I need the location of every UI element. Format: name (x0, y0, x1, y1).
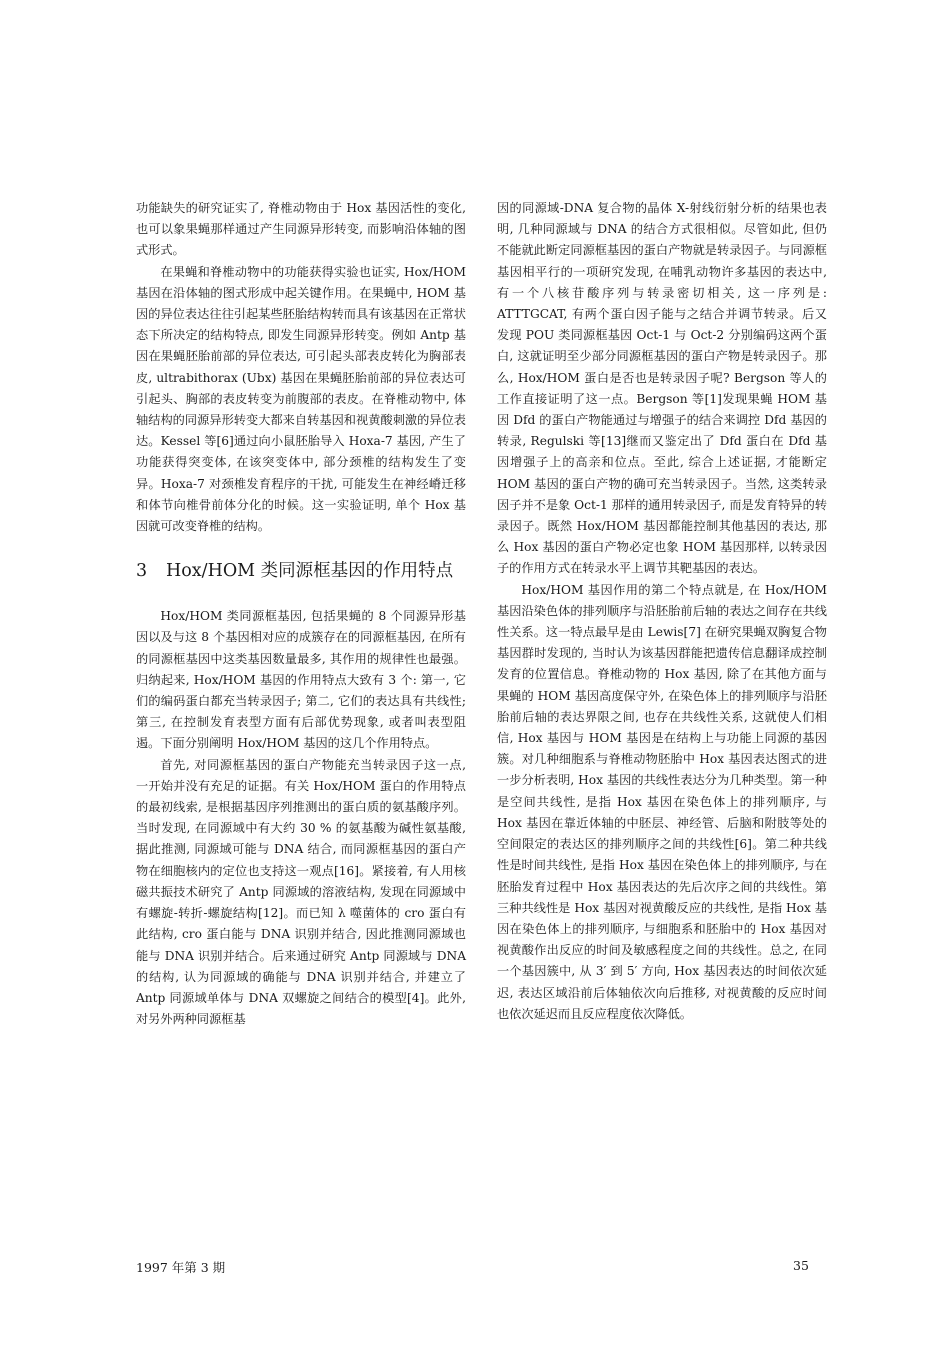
section-number: 3 (136, 561, 148, 582)
footer-issue: 1997 年第 3 期 (136, 1260, 226, 1275)
paragraph: 功能缺失的研究证实了, 脊椎动物由于 Hox 基因活性的变化, 也可以象果蝇那样通过产生同源异形转变, 而影响沿体轴的图式形式。 (136, 201, 466, 258)
section-title: Hox/HOM 类同源框基因的作用特点 (166, 561, 454, 582)
paragraph: Hox/HOM 基因作用的第二个特点就是, 在 Hox/HOM 基因沿染色体的排列顺序与沿胚胎前后轴的表达之间存在共线性关系。这一特点最早是由 Lewis[7] 在研究果蝇双胸复合物基因群时发现的, 当时认为该基因群能把遗传信息翻译成控制发育的位置信息。脊椎动物的 Hox 基因, 除了在其他方面与果蝇的 HOM 基因高度保守外, 在染色体上的排列顺序与沿胚胎前后轴的表达界限之间, 也存在共线性关系, 这就使人们相信, Hox 基因与 HOM 基因是在结构上与功能上同源的基因簇。对几种细胞系与脊椎动物胚胎中 Hox 基因表达图式的进一步分析表明, Hox 基因的共线性表达分为几种类型。第一种是空间共线性, 是指 Hox 基因在染色体上的排列顺序, 与 Hox 基因在靠近体轴的中胚层、神经管、后脑和附肢等处的空间限定的表达区的排列顺序之间的共线性[6]。第二种共线性是时间共线性, 是指 Hox 基因在染色体上的排列顺序, 与在胚胎发育过程中 Hox 基因表达的先后次序之间的共线性。第三种共线性是 Hox 基因对视黄酸反应的共线性, 是指 Hox 基因在染色体上的排列顺序, 与细胞系和胚胎中的 Hox 基因对视黄酸作出反应的时间及敏感程度之间的共线性。总之, 在同一个基因簇中, 从 3′ 到 5′ 方向, Hox 基因表达的时间依次延迟, 表达区域沿前后体轴依次向后推移, 对视黄酸的反应时间也依次延迟而且反应程度依次降低。 (497, 582, 827, 1021)
section-heading (136, 558, 466, 584)
left-column (136, 198, 466, 1030)
paragraph: 因的同源域-DNA 复合物的晶体 X-射线衍射分析的结果也表明, 几种同源域与 DNA 的结合方式很相似。尽管如此, 但仍不能就此断定同源框基因的蛋白产物就是转录因子。与同源框基因相平行的一项研究发现, 在哺乳动物许多基因的表达中, 有一个八核苷酸序列与转录密切相关, 这一序列是: ATTTGCAT, 有两个蛋白因子能与之结合并调节转录。后又发现 POU 类同源框基因 Oct-1 与 Oct-2 分别编码这两个蛋白, 这就证明至少部分同源框基因的蛋白产物是转录因子。那么, Hox/HOM 蛋白是否也是转录因子呢? Bergson 等人的工作直接证明了这一点。Bergson 等[1]发现果蝇 HOM 基因 Dfd 的蛋白产物能通过与增强子的结合来调控 Dfd 基因的转录, Regulski 等[13]继而又鉴定出了 Dfd 蛋白在 Dfd 基因增强子上的高亲和位点。至此, 综合上述证据, 才能断定 HOM 基因的蛋白产物的确可充当转录因子。当然, 这类转录因子并不是象 Oct-1 那样的通用转录因子, 而是发育特异的转录因子。既然 Hox/HOM 基因都能控制其他基因的表达, 那么 Hox 基因的蛋白产物必定也象 HOM 基因那样, 以转录因子的作用方式在转录水平上调节其靶基因的表达。 (497, 201, 827, 576)
right-column (497, 198, 827, 1025)
page-number: 35 (793, 1258, 809, 1273)
paragraph: 首先, 对同源框基因的蛋白产物能充当转录因子这一点, 一开始并没有充足的证据。有关 Hox/HOM 蛋白的作用特点的最初线索, 是根据基因序列推测出的蛋白质的氨基酸序列。当时发现, 在同源域中有大约 30 % 的氨基酸为碱性氨基酸, 据此推测, 同源域可能与 DNA 结合, 而同源框基因的蛋白产物在细胞核内的定位也支持这一观点[16]。紧接着, 有人用核磁共振技术研究了 Antp 同源域的溶液结构, 发现在同源域中有螺旋-转折-螺旋结构[12]。而已知 λ 噬菌体的 cro 蛋白有此结构, cro 蛋白能与 DNA 识别并结合, 因此推测同源域也能与 DNA 识别并结合。后来通过研究 Antp 同源域与 DNA 的结构, 认为同源域的确能与 DNA 识别并结合, 并建立了 Antp 同源域单体与 DNA 双螺旋之间结合的模型[4]。此外, 对另外两种同源框基 (136, 757, 466, 1027)
paragraph: 在果蝇和脊椎动物中的功能获得实验也证实, Hox/HOM 基因在沿体轴的图式形成中起关键作用。在果蝇中, HOM 基因的异位表达往往引起某些胚胎结构转而具有该基因在正常状态下所决定的结构特点, 即发生同源异形转变。例如 Antp 基因在果蝇胚胎前部的异位表达, 可引起头部表皮转化为胸部表皮, ultrabithorax (Ubx) 基因在果蝇胚胎前部的异位表达可引起头、胸部的表皮转变为前腹部的表皮。在脊椎动物中, 体轴结构的同源异形转变大都来自转基因和视黄酸刺激的异位表达。Kessel 等[6]通过向小鼠胚胎导入 Hoxa-7 基因, 产生了功能获得突变体, 在该突变体中, 部分颈椎的结构发生了变异。Hoxa-7 对颈椎发育程序的干扰, 可能发生在神经嵴迁移和体节向椎骨前体分化的时候。这一实验证明, 单个 Hox 基因就可改变脊椎的结构。 (136, 264, 466, 534)
paragraph: Hox/HOM 类同源框基因, 包括果蝇的 8 个同源异形基因以及与这 8 个基因相对应的成簇存在的同源框基因, 在所有的同源框基因中这类基因数量最多, 其作用的规律性也最强。归纳起来, Hox/HOM 基因的作用特点大致有 3 个: 第一, 它们的编码蛋白都充当转录因子; 第二, 它们的表达具有共线性; 第三, 在控制发育表型方面有后部优势现象, 或者叫表型阻遏。下面分别阐明 Hox/HOM 基因的这几个作用特点。 (136, 609, 466, 751)
